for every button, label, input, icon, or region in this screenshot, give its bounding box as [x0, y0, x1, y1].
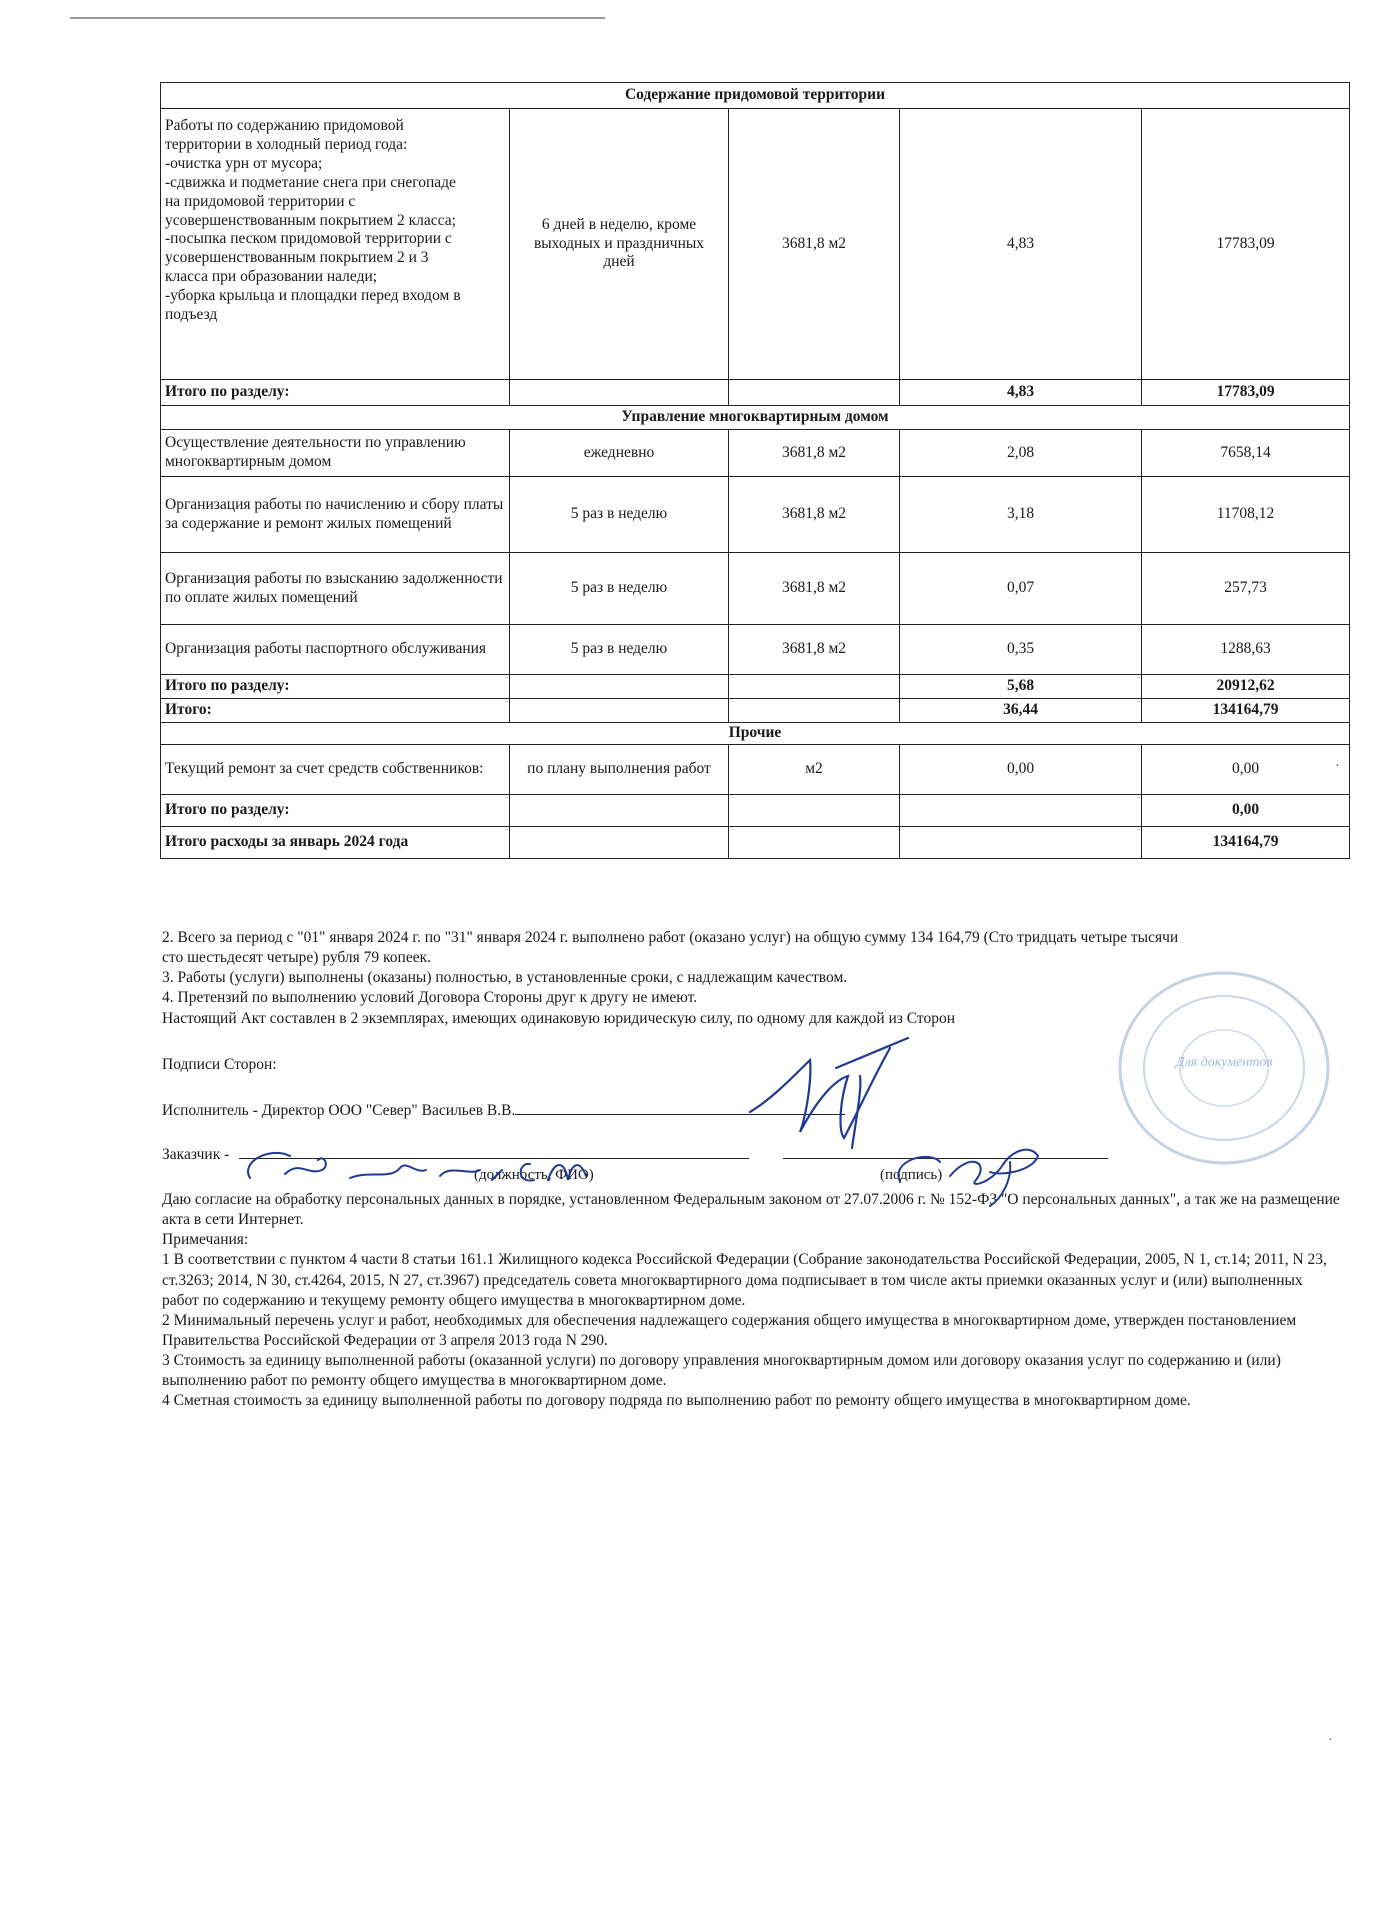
- empty-cell: [510, 827, 729, 859]
- section-total-row: [161, 675, 1350, 699]
- table-row: [161, 625, 1350, 675]
- table-row: [161, 745, 1350, 795]
- section-title: Прочие: [161, 723, 1350, 745]
- section-header-management: [161, 406, 1350, 430]
- executor-label: Исполнитель - Директор ООО "Север" Васильев В.В.: [162, 1101, 516, 1119]
- rate-cell: 0,35: [900, 625, 1142, 675]
- month-total-amount: 134164,79: [1142, 827, 1350, 859]
- empty-cell: [729, 699, 900, 723]
- empty-cell: [510, 380, 729, 406]
- service-name-cell: Организация работы по начислению и сбору платы за содержание и ремонт жилых помещений: [161, 477, 510, 553]
- customer-signature-line: [783, 1158, 1108, 1159]
- total-rate: 4,83: [900, 380, 1142, 406]
- table-row: [161, 430, 1350, 477]
- executor-signature-line: [515, 1114, 845, 1115]
- note-3: 3 Стоимость за единицу выполненной работы (оказанной услуги) по договору управления многоквартирным домом или договору оказания услуг по содержанию и (или) выполнению работ по ремонту общего имущества в многоквартирном доме.: [162, 1352, 1281, 1390]
- notes-heading: Примечания:: [162, 1231, 249, 1249]
- note-4: 4 Сметная стоимость за единицу выполненной работы по договору подряда по выполнению работ по ремонту общего имущества в многоквартирном доме.: [162, 1392, 1191, 1410]
- service-name-line: -посыпка песком придомовой территории с: [165, 230, 452, 248]
- section-title: Управление многоквартирным домом: [161, 406, 1350, 430]
- empty-cell: [900, 795, 1142, 827]
- service-name-cell: Текущий ремонт за счет средств собственников:: [161, 745, 510, 795]
- frequency-cell: по плану выполнения работ: [510, 745, 729, 795]
- paragraph-3: 3. Работы (услуги) выполнены (оказаны) полностью, в установленные сроки, с надлежащим качеством.: [162, 969, 848, 987]
- area-cell: 3681,8 м2: [729, 477, 900, 553]
- empty-cell: [729, 380, 900, 406]
- amount-cell: 7658,14: [1142, 430, 1350, 477]
- rate-cell: 3,18: [900, 477, 1142, 553]
- service-name-cell: [161, 109, 510, 380]
- amount-cell: 0,00: [1142, 745, 1350, 795]
- table-row: [161, 553, 1350, 625]
- grand-total-label: Итого:: [161, 699, 510, 723]
- rate-cell: 2,08: [900, 430, 1142, 477]
- table-row: [161, 109, 1350, 380]
- total-label: Итого по разделу:: [161, 675, 510, 699]
- area-cell: м2: [729, 745, 900, 795]
- service-name-cell: Организация работы по взысканию задолженности по оплате жилых помещений: [161, 553, 510, 625]
- section-total-row: [161, 380, 1350, 406]
- service-name-line: -очистка урн от мусора;: [165, 154, 323, 172]
- service-name-line: -сдвижка и подметание снега при снегопаде: [165, 173, 456, 191]
- services-table: [160, 82, 1350, 859]
- rate-cell: 4,83: [900, 109, 1142, 380]
- note-2: 2 Минимальный перечень услуг и работ, необходимых для обеспечения надлежащего содержания общего имущества в многоквартирном доме, утвержден постановлением Правительства Российской Федерации от 3 апреля 2013 года N 290.: [162, 1311, 1297, 1349]
- paragraph-2-line-2: сто шестьдесят четыре) рубля 79 копеек.: [162, 949, 431, 967]
- caption-position: (должность, ФИО): [474, 1166, 594, 1183]
- total-amount: 17783,09: [1142, 380, 1350, 406]
- area-cell: 3681,8 м2: [729, 625, 900, 675]
- empty-cell: [510, 795, 729, 827]
- grand-total-rate: 36,44: [900, 699, 1142, 723]
- stamp-center-text: Для документов: [1175, 1055, 1273, 1070]
- total-label: Итого по разделу:: [161, 380, 510, 406]
- customer-position-line: [239, 1158, 749, 1159]
- area-cell: 3681,8 м2: [729, 109, 900, 380]
- service-name-line: территории в холодный период года:: [165, 135, 408, 153]
- round-stamp: [1108, 968, 1333, 1168]
- frequency-cell: 5 раз в неделю: [510, 477, 729, 553]
- margin-dot: ·: [1328, 1733, 1333, 1748]
- spacer: [162, 1171, 1342, 1190]
- month-total-row: [161, 827, 1350, 859]
- service-name-line: на придомовой территории с: [165, 192, 356, 210]
- consent-text: Даю согласие на обработку персональных данных в порядке, установленном Федеральным законом от 27.07.2006 г. № 152-ФЗ "О персональных данных", а так же на размещение акта в сети Интернет.: [162, 1190, 1340, 1229]
- service-name-line: Работы по содержанию придомовой: [165, 117, 404, 134]
- paragraph-2-line-1: 2. Всего за период с "01" января 2024 г. по "31" января 2024 г. выполнено работ (оказано услуг) на общую сумму 134 164,79 (Сто тридцать четыре тысячи: [162, 929, 1179, 946]
- top-rule: [70, 17, 605, 19]
- total-label: Итого по разделу:: [161, 795, 510, 827]
- amount-cell: 1288,63: [1142, 625, 1350, 675]
- frequency-cell: 6 дней в неделю, кроме выходных и праздничных дней: [510, 109, 729, 380]
- amount-cell: 11708,12: [1142, 477, 1350, 553]
- section-title: Содержание придомовой территории: [161, 83, 1350, 109]
- caption-signature: (подпись): [880, 1166, 943, 1183]
- grand-total-row: [161, 699, 1350, 723]
- section-header-territory: [161, 83, 1350, 109]
- service-name-line: подъезд: [165, 306, 218, 324]
- frequency-cell: ежедневно: [510, 430, 729, 477]
- amount-cell: 17783,09: [1142, 109, 1350, 380]
- note-1: 1 В соответствии с пунктом 4 части 8 статьи 161.1 Жилищного кодекса Российской Федерации (Собрание законодательства Российской Федерации, 2005, N 1, ст.14; 2011, N 23, ст.3263; 2014, N 30, ст.4264, 2015, N 27, ст.3967) председатель совета многоквартирного дома подписывает в том числе акты приемки оказанных услуг и (или) выполненных работ по содержанию и текущему ремонту общего имущества в многоквартирном доме.: [162, 1251, 1327, 1309]
- area-cell: 3681,8 м2: [729, 430, 900, 477]
- section-header-other: [161, 723, 1350, 745]
- total-amount: 0,00: [1142, 795, 1350, 827]
- signatures-heading: Подписи Сторон:: [162, 1055, 277, 1073]
- service-name-line: -уборка крыльца и площадки перед входом в: [165, 287, 461, 305]
- empty-cell: [510, 675, 729, 699]
- rate-cell: 0,00: [900, 745, 1142, 795]
- service-name-line: усовершенствованным покрытием 2 и 3: [165, 249, 429, 267]
- grand-total-amount: 134164,79: [1142, 699, 1350, 723]
- margin-dot: ·: [1335, 759, 1340, 774]
- month-total-label: Итого расходы за январь 2024 года: [161, 827, 510, 859]
- amount-cell: 257,73: [1142, 553, 1350, 625]
- section-total-row: [161, 795, 1350, 827]
- service-name-line: усовершенствованным покрытием 2 класса;: [165, 211, 456, 229]
- empty-cell: [510, 699, 729, 723]
- frequency-cell: 5 раз в неделю: [510, 553, 729, 625]
- service-name-cell: Организация работы паспортного обслуживания: [161, 625, 510, 675]
- rate-cell: 0,07: [900, 553, 1142, 625]
- empty-cell: [729, 827, 900, 859]
- service-name-cell: Осуществление деятельности по управлению многоквартирным домом: [161, 430, 510, 477]
- empty-cell: [729, 675, 900, 699]
- customer-label: Заказчик -: [162, 1145, 230, 1163]
- total-amount: 20912,62: [1142, 675, 1350, 699]
- empty-cell: [900, 827, 1142, 859]
- paragraph-5: Настоящий Акт составлен в 2 экземплярах, имеющих одинаковую юридическую силу, по одному для каждой из Сторон: [162, 1009, 956, 1027]
- paragraph-4: 4. Претензий по выполнению условий Договора Стороны друг к другу не имеют.: [162, 989, 698, 1007]
- frequency-cell: 5 раз в неделю: [510, 625, 729, 675]
- table-row: [161, 477, 1350, 553]
- area-cell: 3681,8 м2: [729, 553, 900, 625]
- total-rate: 5,68: [900, 675, 1142, 699]
- empty-cell: [729, 795, 900, 827]
- service-name-line: класса при образовании наледи;: [165, 268, 378, 286]
